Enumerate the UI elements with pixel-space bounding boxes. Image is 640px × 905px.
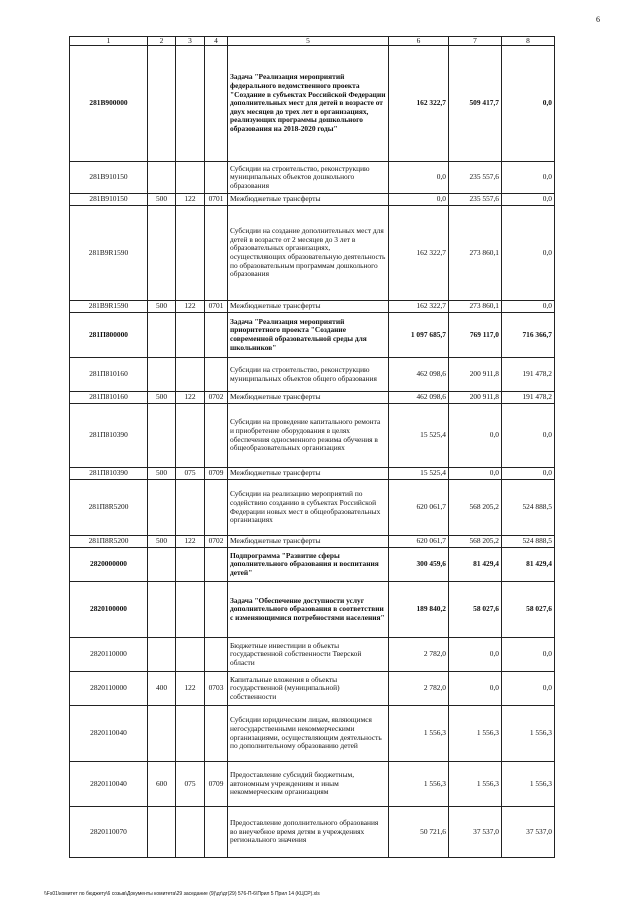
header-cell: 6 [389,37,449,46]
table-body [70,37,555,858]
cell-col4 [205,313,228,358]
cell-code: 281П810160 [70,358,148,392]
cell-value-6: 300 459,6 [389,548,449,582]
table-row [70,358,555,392]
cell-value-6: 620 061,7 [389,536,449,548]
cell-code: 2820110000 [70,672,148,706]
cell-value-8: 0,0 [502,638,555,672]
cell-col3: 122 [176,536,205,548]
cell-col2: 500 [148,536,176,548]
cell-col2 [148,46,176,162]
cell-code: 2820110000 [70,638,148,672]
cell-value-8: 0,0 [502,194,555,206]
header-cell: 7 [449,37,502,46]
cell-value-7: 273 860,1 [449,206,502,301]
cell-name: Задача "Реализация мероприятий приоритетного проекта "Создание современной образовательной среды для школьников" [228,313,389,358]
cell-name: Субсидии на создание дополнительных мест для детей в возрасте от 2 месяцев до 3 лет в образовательных организациях, осуществляющих образовательную деятельность по образовательным программам дошкольного образования [228,206,389,301]
cell-value-7: 0,0 [449,672,502,706]
cell-col2 [148,404,176,468]
cell-value-6: 462 098,6 [389,358,449,392]
cell-code: 281П810390 [70,404,148,468]
cell-value-7: 0,0 [449,468,502,480]
table-row [70,301,555,313]
cell-col4 [205,162,228,194]
cell-value-6: 189 840,2 [389,582,449,638]
cell-col3: 075 [176,468,205,480]
cell-col4: 0703 [205,672,228,706]
cell-col2 [148,582,176,638]
cell-col3 [176,46,205,162]
cell-name: Межбюджетные трансферты [228,468,389,480]
cell-col2 [148,706,176,762]
cell-col2 [148,358,176,392]
cell-col2: 500 [148,392,176,404]
cell-name: Субсидии на строительство, реконструкцию муниципальных объектов дошкольного образования [228,162,389,194]
cell-value-6: 1 556,3 [389,762,449,807]
cell-name: Задача "Обеспечение доступности услуг дополнительного образования в соответствии с изменяющимися потребностями населения" [228,582,389,638]
cell-value-8: 1 556,3 [502,762,555,807]
cell-name: Субсидии на проведение капитального ремонта и приобретение оборудования в целях обеспечения односменного режима обучения в общеобразовательных организациях [228,404,389,468]
cell-value-6: 620 061,7 [389,480,449,536]
cell-name: Задача "Реализация мероприятий федерального ведомственного проекта "Создание в субъектах Российской Федерации дополнительных мест для детей в возрасте от двух месяцев до трех лет в организациях, реализующих программы дошкольного образования на 2018-2020 годы" [228,46,389,162]
cell-col4 [205,582,228,638]
cell-col2: 400 [148,672,176,706]
cell-col3 [176,638,205,672]
cell-name: Межбюджетные трансферты [228,536,389,548]
cell-col3 [176,404,205,468]
footer-file-path: \\Fs01\комитет по бюджету\6 созыв\Документы комитета\29 заседание (9)\дг\дг(29) 576-П-6\Прил 5 Прил 14 (КЦСР).xls [44,891,320,897]
header-cell: 1 [70,37,148,46]
cell-col4 [205,480,228,536]
cell-col3 [176,358,205,392]
cell-value-6: 15 525,4 [389,404,449,468]
cell-value-8: 191 478,2 [502,392,555,404]
cell-code: 281В900000 [70,46,148,162]
cell-col3: 075 [176,762,205,807]
cell-name: Субсидии юридическим лицам, являющимся негосударственными некоммерческими организациями, осуществляющим деятельность по дополнительному образованию детей [228,706,389,762]
cell-value-6: 0,0 [389,194,449,206]
cell-col4: 0702 [205,392,228,404]
table-row [70,194,555,206]
cell-col3: 122 [176,392,205,404]
budget-table [69,36,555,858]
cell-col2: 500 [148,194,176,206]
header-row [70,37,555,46]
cell-col2 [148,480,176,536]
cell-name: Межбюджетные трансферты [228,301,389,313]
cell-code: 281П8R5200 [70,536,148,548]
cell-value-8: 191 478,2 [502,358,555,392]
table-row [70,404,555,468]
cell-value-7: 769 117,0 [449,313,502,358]
cell-value-6: 0,0 [389,162,449,194]
cell-col4: 0702 [205,536,228,548]
cell-value-7: 58 027,6 [449,582,502,638]
cell-value-8: 0,0 [502,672,555,706]
cell-col4 [205,206,228,301]
table-row [70,162,555,194]
table-row [70,706,555,762]
cell-name: Подпрограмма "Развитие сферы дополнительного образования и воспитания детей" [228,548,389,582]
table-row [70,313,555,358]
cell-value-7: 273 860,1 [449,301,502,313]
cell-value-7: 0,0 [449,638,502,672]
cell-col4 [205,404,228,468]
header-cell: 4 [205,37,228,46]
cell-value-6: 1 556,3 [389,706,449,762]
cell-col2: 500 [148,301,176,313]
cell-col2: 500 [148,468,176,480]
cell-col2 [148,548,176,582]
cell-value-7: 568 205,2 [449,480,502,536]
cell-col3: 122 [176,672,205,706]
cell-name: Предоставление дополнительного образования во внеучебное время детям в учреждениях регионального значения [228,807,389,858]
cell-col2 [148,206,176,301]
cell-col3 [176,548,205,582]
cell-col3: 122 [176,301,205,313]
cell-col3 [176,706,205,762]
table-row [70,672,555,706]
cell-value-7: 1 556,3 [449,762,502,807]
header-cell: 3 [176,37,205,46]
table-row [70,807,555,858]
cell-col4: 0709 [205,762,228,807]
cell-value-8: 81 429,4 [502,548,555,582]
cell-col2 [148,313,176,358]
cell-value-8: 0,0 [502,162,555,194]
cell-code: 2820110040 [70,762,148,807]
cell-value-7: 81 429,4 [449,548,502,582]
cell-name: Субсидии на строительство, реконструкцию муниципальных объектов общего образования [228,358,389,392]
header-cell: 2 [148,37,176,46]
cell-col3 [176,313,205,358]
cell-name: Межбюджетные трансферты [228,194,389,206]
cell-value-7: 1 556,3 [449,706,502,762]
cell-col4 [205,46,228,162]
table-row [70,638,555,672]
cell-code: 281В9R1590 [70,206,148,301]
cell-value-6: 2 782,0 [389,672,449,706]
cell-name: Бюджетные инвестиции в объекты государственной собственности Тверской области [228,638,389,672]
cell-code: 281П800000 [70,313,148,358]
cell-value-6: 2 782,0 [389,638,449,672]
cell-value-6: 162 322,7 [389,206,449,301]
table-row [70,582,555,638]
cell-value-6: 162 322,7 [389,301,449,313]
cell-code: 281П810160 [70,392,148,404]
cell-col3 [176,807,205,858]
cell-col4: 0701 [205,194,228,206]
cell-value-8: 58 027,6 [502,582,555,638]
cell-col2 [148,638,176,672]
table-row [70,480,555,536]
page-number: 6 [596,15,600,24]
cell-value-8: 524 888,5 [502,536,555,548]
cell-value-7: 200 911,8 [449,392,502,404]
cell-col2 [148,807,176,858]
table-row [70,46,555,162]
cell-code: 281П810390 [70,468,148,480]
cell-value-8: 1 556,3 [502,706,555,762]
cell-col4: 0701 [205,301,228,313]
cell-value-6: 1 097 685,7 [389,313,449,358]
cell-col4 [205,548,228,582]
cell-value-6: 462 098,6 [389,392,449,404]
cell-col4 [205,638,228,672]
cell-value-6: 50 721,6 [389,807,449,858]
cell-col2: 600 [148,762,176,807]
cell-col3: 122 [176,194,205,206]
cell-name: Капитальные вложения в объекты государственной (муниципальной) собственности [228,672,389,706]
cell-value-7: 235 557,6 [449,162,502,194]
header-cell: 8 [502,37,555,46]
table-row [70,536,555,548]
cell-name: Предоставление субсидий бюджетным, автономным учреждениям и иным некоммерческим организациям [228,762,389,807]
cell-value-7: 0,0 [449,404,502,468]
cell-col4 [205,358,228,392]
cell-code: 281В9R1590 [70,301,148,313]
cell-code: 281В910150 [70,194,148,206]
cell-code: 2820110040 [70,706,148,762]
cell-code: 281В910150 [70,162,148,194]
cell-col3 [176,582,205,638]
cell-col3 [176,206,205,301]
table-row [70,206,555,301]
cell-value-7: 200 911,8 [449,358,502,392]
cell-code: 2820000000 [70,548,148,582]
cell-value-6: 15 525,4 [389,468,449,480]
cell-col4: 0709 [205,468,228,480]
cell-value-8: 524 888,5 [502,480,555,536]
cell-value-8: 0,0 [502,46,555,162]
cell-code: 2820110070 [70,807,148,858]
table-row [70,468,555,480]
cell-col3 [176,162,205,194]
table-row [70,548,555,582]
cell-value-7: 509 417,7 [449,46,502,162]
cell-value-8: 716 366,7 [502,313,555,358]
cell-value-7: 37 537,0 [449,807,502,858]
cell-col3 [176,480,205,536]
cell-value-8: 0,0 [502,301,555,313]
cell-value-7: 235 557,6 [449,194,502,206]
cell-value-6: 162 322,7 [389,46,449,162]
cell-value-8: 0,0 [502,206,555,301]
cell-col4 [205,706,228,762]
cell-name: Межбюджетные трансферты [228,392,389,404]
cell-value-8: 0,0 [502,404,555,468]
table-row [70,762,555,807]
cell-value-7: 568 205,2 [449,536,502,548]
cell-name: Субсидии на реализацию мероприятий по содействию созданию в субъектах Российской Федерации новых мест в общеобразовательных организациях [228,480,389,536]
cell-value-8: 37 537,0 [502,807,555,858]
cell-code: 281П8R5200 [70,480,148,536]
cell-col4 [205,807,228,858]
cell-col2 [148,162,176,194]
cell-code: 2820100000 [70,582,148,638]
cell-value-8: 0,0 [502,468,555,480]
header-cell: 5 [228,37,389,46]
table-row [70,392,555,404]
